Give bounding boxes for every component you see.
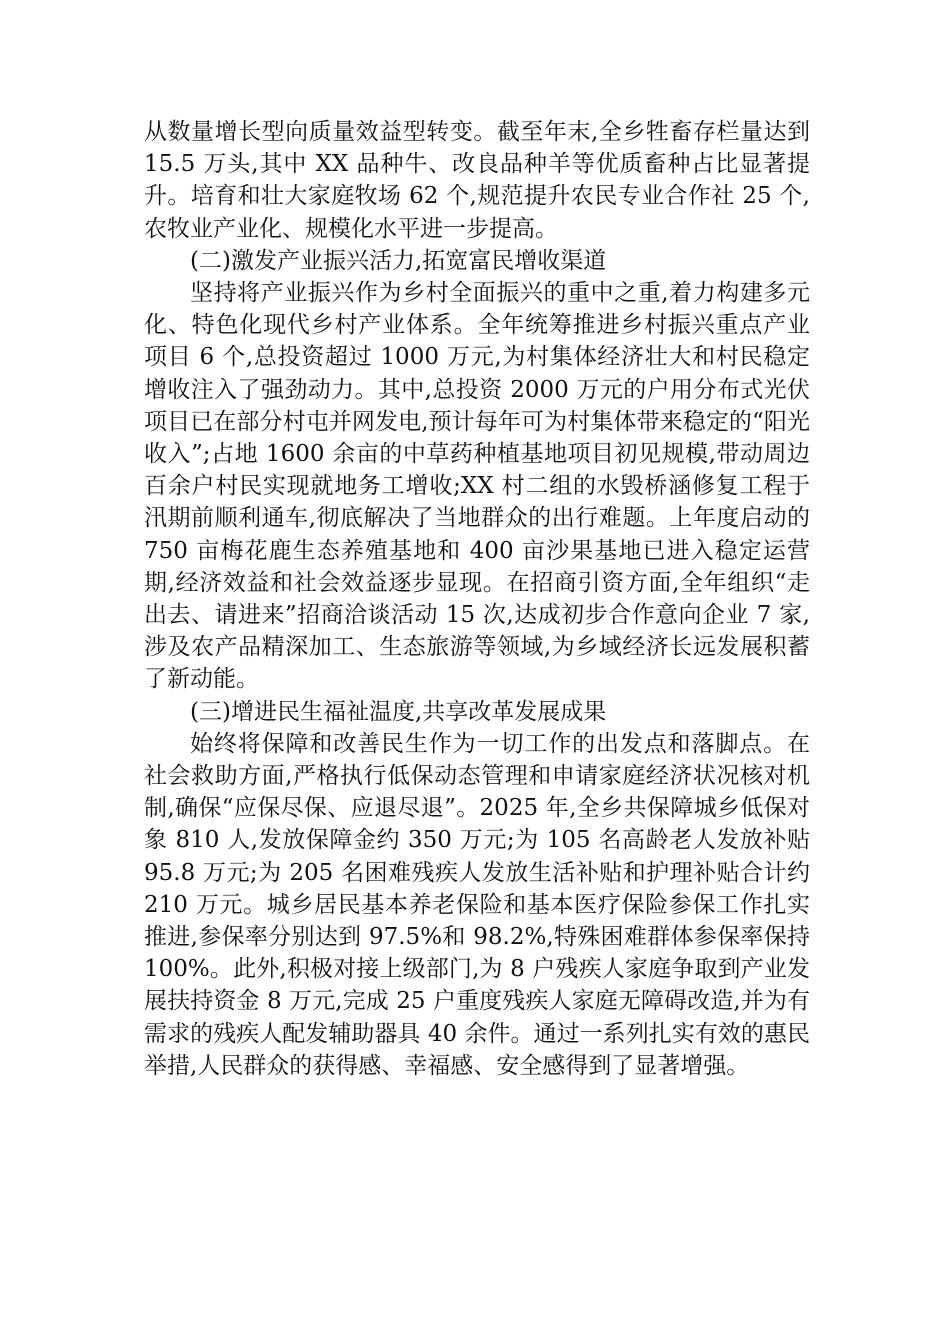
- section-heading-welfare: (三)增进民生福祉温度,共享改革发展成果: [190, 698, 607, 725]
- paragraph-welfare: 始终将保障和改善民生作为一切工作的出发点和落脚点。在社会救助方面,严格执行低保动态管理和申请家庭经济状况核对机制,确保“应保尽保、应退尽退”。2025 年,全乡共保障城乡低保对象 810 人,发放保障金约 350 万元;为 105 名高龄老人发放补贴 95.8 万元;为 205 名困难残疾人发放生活补贴和护理补贴合计约 210 万元。城乡居民基本养老保险和基本医疗保险参保工作扎实推进,参保率分别达到 97.5%和 98.2%,特殊困难群体参保率保持 100%。此外,积极对接上级部门,为 8 户残疾人家庭争取到产业发展扶持资金 8 万元,完成 25 户重度残疾人家庭无障碍改造,并为有需求的残疾人配发辅助器具 40 余件。通过一系列扎实有效的惠民举措,人民群众的获得感、幸福感、安全感得到了显著增强。: [144, 730, 810, 1079]
- paragraph-livestock-continuation: 从数量增长型向质量效益型转变。截至年末,全乡牲畜存栏量达到 15.5 万头,其中 XX 品种牛、改良品种羊等优质畜种占比显著提升。培育和壮大家庭牧场 62 个,规范提升农民专业合作社 25 个,农牧业产业化、规模化水平进一步提高。: [144, 119, 810, 242]
- document-page: [144, 116, 810, 1082]
- section-heading-industry: (二)激发产业振兴活力,拓宽富民增收渠道: [190, 247, 607, 274]
- paragraph-industry: 坚持将产业振兴作为乡村全面振兴的重中之重,着力构建多元化、特色化现代乡村产业体系。全年统筹推进乡村振兴重点产业项目 6 个,总投资超过 1000 万元,为村集体经济壮大和村民稳定增收注入了强劲动力。其中,总投资 2000 万元的户用分布式光伏项目已在部分村屯并网发电,预计每年可为村集体带来稳定的“阳光收入”;占地 1600 余亩的中草药种植基地项目初见规模,带动周边百余户村民实现就地务工增收;XX 村二组的水毁桥涵修复工程于汛期前顺利通车,彻底解决了当地群众的出行难题。上年度启动的 750 亩梅花鹿生态养殖基地和 400 亩沙果基地已进入稳定运营期,经济效益和社会效益逐步显现。在招商引资方面,全年组织“走出去、请进来”招商洽谈活动 15 次,达成初步合作意向企业 7 家,涉及农产品精深加工、生态旅游等领域,为乡域经济长远发展积蓄了新动能。: [144, 280, 810, 693]
